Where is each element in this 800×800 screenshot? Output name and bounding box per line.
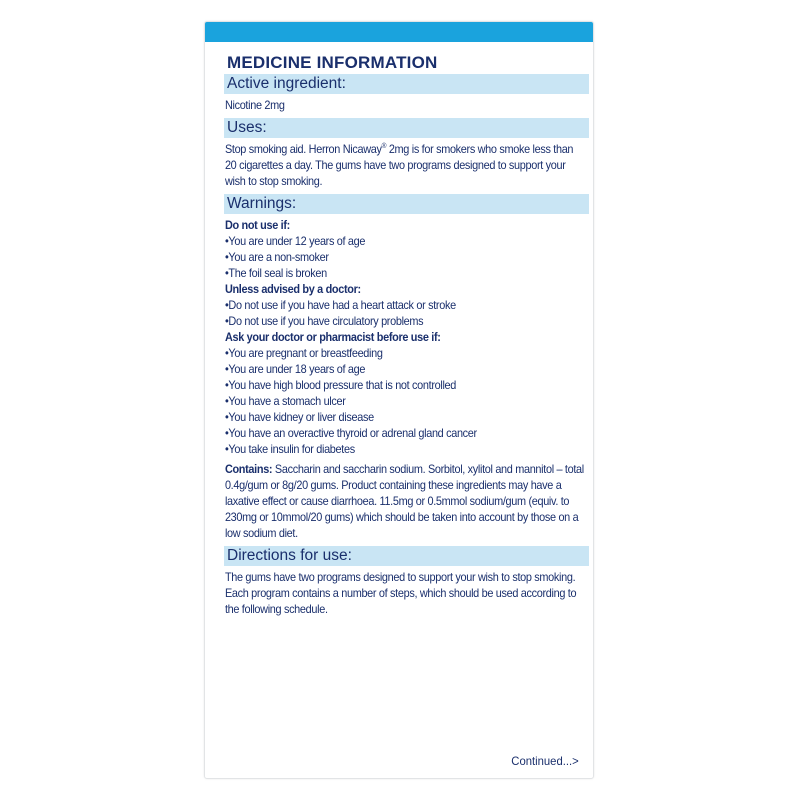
contains-label: Contains:	[224, 463, 273, 476]
medicine-info-panel	[204, 21, 594, 779]
list-item: • You are under 12 years of age	[225, 234, 586, 250]
continued-label: Continued...>	[511, 754, 579, 768]
uses-text-start: Stop smoking aid. Herron Nicaway	[224, 143, 382, 156]
contains-paragraph	[225, 462, 586, 542]
list-item: • Do not use if you have had a heart attack or stroke	[225, 298, 586, 314]
section-header-directions: Directions for use:	[224, 546, 589, 566]
section-header-active-ingredient: Active ingredient:	[224, 74, 589, 94]
content	[224, 52, 587, 622]
warning-subhead-unless-advised: Unless advised by a doctor:	[224, 283, 361, 296]
warnings-body	[224, 218, 586, 542]
list-item: • You have high blood pressure that is not controlled	[225, 378, 586, 394]
top-accent-bar	[205, 22, 593, 42]
list-item: • You have kidney or liver disease	[225, 410, 586, 426]
directions-text: The gums have two programs designed to support your wish to stop smoking. Each program contains a number of steps, which should be used according to the following schedule.	[224, 571, 577, 616]
active-ingredient-text: Nicotine 2mg	[224, 99, 285, 112]
list-item: • You are under 18 years of age	[225, 362, 586, 378]
registered-mark: ®	[381, 143, 387, 151]
list-item: • The foil seal is broken	[225, 266, 586, 282]
list-item: • You have a stomach ulcer	[225, 394, 586, 410]
section-header-uses: Uses:	[224, 118, 589, 138]
list-item: • You are a non-smoker	[225, 250, 586, 266]
warning-subhead-do-not-use: Do not use if:	[224, 219, 290, 232]
list-item: • You take insulin for diabetes	[225, 442, 586, 458]
section-header-warnings: Warnings:	[224, 194, 589, 214]
page-title: MEDICINE INFORMATION	[227, 53, 438, 72]
uses-text-end: 2mg is for smokers who smoke less than 20 cigarettes a day. The gums have two programs designed to support your wish to stop smoking.	[224, 143, 574, 188]
list-item: • You have an overactive thyroid or adrenal gland cancer	[225, 426, 586, 442]
contains-text: Saccharin and saccharin sodium. Sorbitol, xylitol and mannitol – total 0.4g/gum or 8g/20 gums. Product containing these ingredients may have a laxative effect or cause diarrhoea. 11.5mg or 0.5mmol sodium/gum (equiv. to 230mg or 10mmol/20 gums) which should be taken into account by those on a low sodium diet.	[224, 463, 584, 540]
uses-text	[224, 142, 586, 190]
warning-subhead-ask-doctor: Ask your doctor or pharmacist before use if:	[224, 331, 441, 344]
list-item: • Do not use if you have circulatory problems	[225, 314, 586, 330]
list-item: • You are pregnant or breastfeeding	[225, 346, 586, 362]
